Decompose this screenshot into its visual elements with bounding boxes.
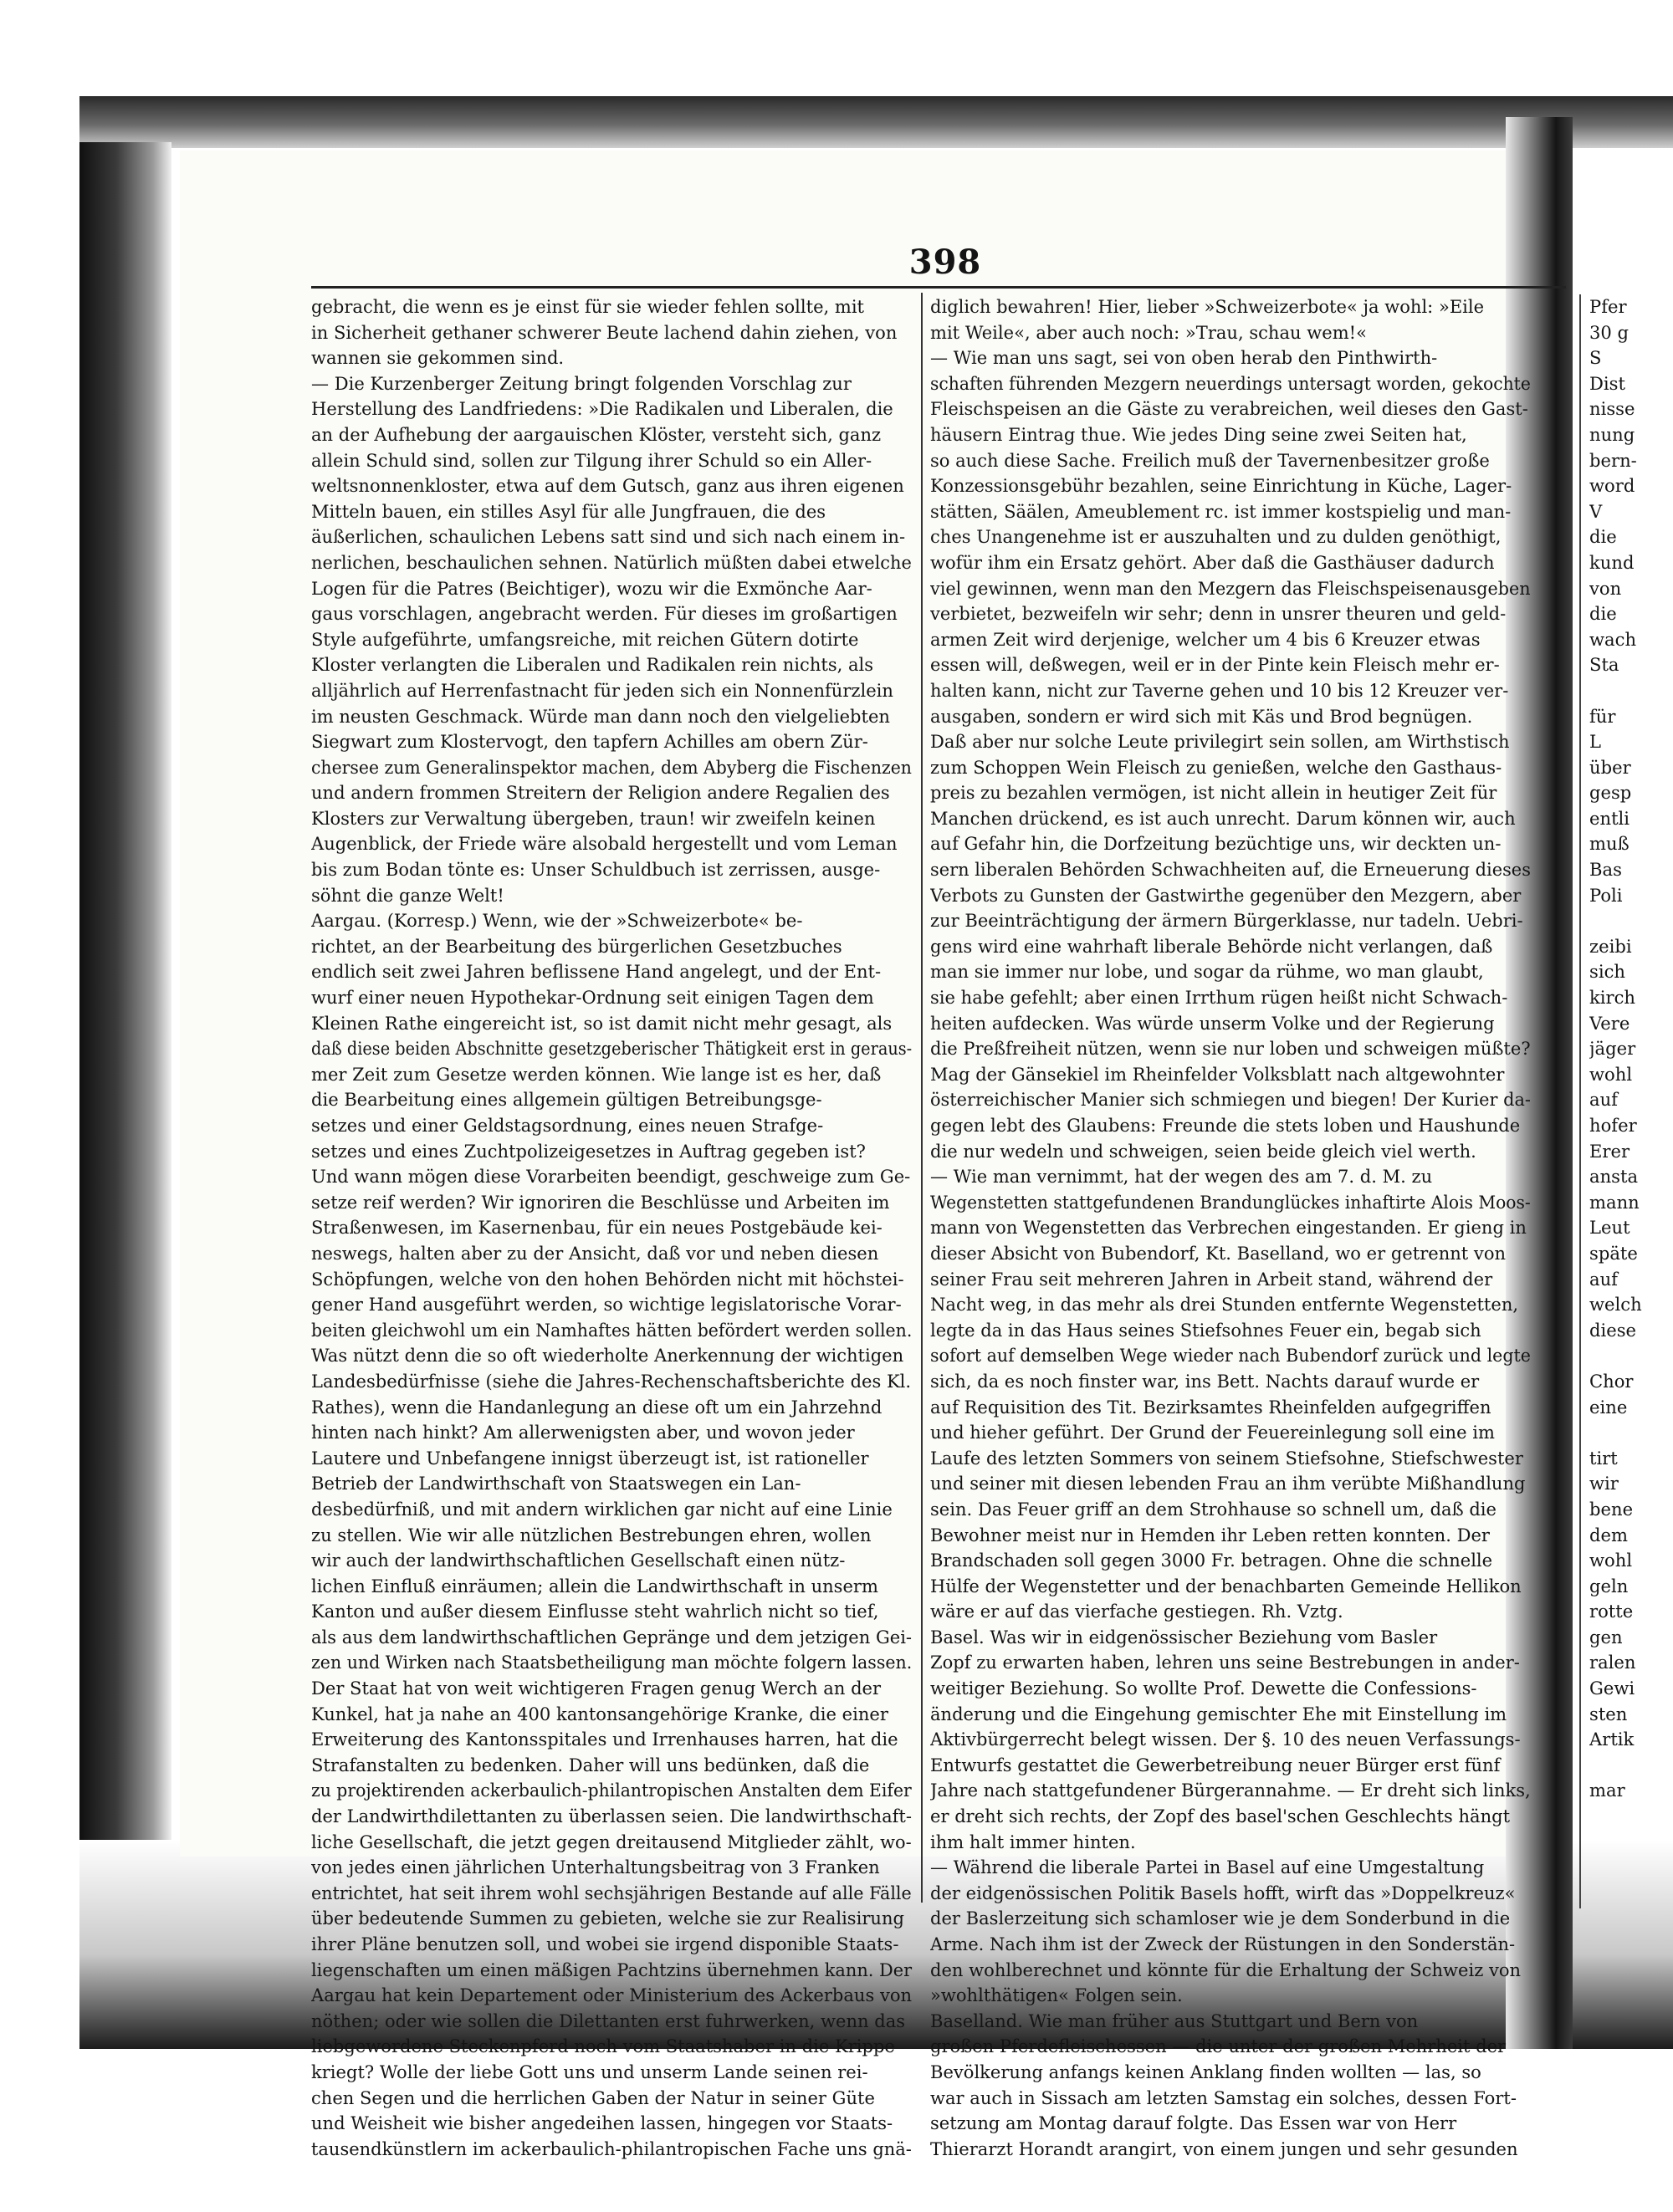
text-line: Aargau hat kein Departement oder Ministerium des Ackerbaus von <box>311 1985 913 2006</box>
text-line: die Bearbeitung eines allgemein gültigen Betreibungsge- <box>311 1089 822 1111</box>
text-line: Was nützt denn die so oft wiederholte Anerkennung der wichtigen <box>311 1345 904 1367</box>
fragment-line: bern- <box>1589 449 1637 471</box>
text-line: Landesbedürfnisse (siehe die Jahres-Rechenschaftsberichte des Kl. <box>311 1370 912 1392</box>
text-line: allein Schuld sind, sollen zur Tilgung ihrer Schuld so ein Aller- <box>311 449 872 471</box>
text-line: sern liberalen Behörden Schwachheiten auf, die Erneuerung dieses <box>930 859 1531 881</box>
text-line: ihrer Pläne benutzen soll, und wobei sie irgend disponible Staats- <box>311 1934 899 1954</box>
text-line: chen Segen und die herrlichen Gaben der Natur in seiner Güte <box>311 2087 875 2108</box>
fragment-line: Erer <box>1589 1140 1630 1162</box>
fragment-line: Sta <box>1589 654 1619 676</box>
text-line: er dreht sich rechts, der Zopf des basel'schen Geschlechts hängt <box>930 1806 1511 1827</box>
fragment-line: geln <box>1589 1575 1629 1596</box>
text-line: mann von Wegenstetten das Verbrechen eingestanden. Er gieng in <box>930 1217 1527 1239</box>
text-line: alljährlich auf Herrenfastnacht für jeden sich ein Nonnenfürzlein <box>311 679 893 701</box>
text-line: gener Hand ausgeführt werden, so wichtige legislatorische Vorar- <box>311 1294 902 1315</box>
text-line: weitiger Beziehung. So wollte Prof. Dewette die Confessions- <box>930 1678 1477 1699</box>
text-line: und hieher geführt. Der Grund der Feuereinlegung soll eine im <box>930 1422 1495 1443</box>
text-line: richtet, an der Bearbeitung des bürgerlichen Gesetzbuches <box>311 935 842 957</box>
fragment-line: Pfer <box>1589 296 1627 317</box>
text-line: zur Beeinträchtigung der ärmern Bürgerklasse, nur tadeln. Uebri- <box>930 910 1523 932</box>
text-line: endlich seit zwei Jahren beflissene Hand angelegt, und der Ent- <box>311 961 882 983</box>
fragment-line: wach <box>1589 628 1637 650</box>
fragment-line: Vere <box>1589 1012 1630 1034</box>
text-line: Mitteln bauen, ein stilles Asyl für alle Jungfrauen, die des <box>311 500 826 522</box>
text-line: und seiner mit diesen lebenden Frau an ihm verübte Mißhandlung <box>930 1473 1526 1494</box>
text-line: österreichischer Manier sich schmiegen und biegen! Der Kurier da- <box>930 1089 1531 1111</box>
text-line: großen Pferdefleischessen — die unter der großen Mehrheit der <box>930 2036 1507 2057</box>
text-line: von jedes einen jährlichen Unterhaltungsbeitrag von 3 Franken <box>311 1857 880 1878</box>
text-line: und andern frommen Streitern der Religion andere Regalien des <box>311 782 890 804</box>
text-line: liche Gesellschaft, die jetzt gegen dreitausend Mitglieder zählt, wo- <box>311 1831 912 1852</box>
scan-margin-top <box>0 0 1673 99</box>
fragment-line <box>1589 1420 1673 1446</box>
text-line: Manchen drückend, es ist auch unrecht. Darum können wir, auch <box>930 807 1516 829</box>
fragment-line: diese <box>1589 1319 1637 1341</box>
text-line: über bedeutende Summen zu gebieten, welche sie zur Realisirung <box>311 1908 904 1929</box>
text-line: Jahre nach stattgefundener Bürgerannahme. — Er dreht sich links, <box>930 1780 1531 1801</box>
text-line: wannen sie gekommen sind. <box>311 347 565 369</box>
fragment-line <box>1589 1753 1673 1779</box>
fragment-line: über <box>1589 756 1631 778</box>
text-line: gaus vorschlagen, angebracht werden. Für dieses im großartigen <box>311 603 898 625</box>
fragment-line: nisse <box>1589 398 1635 420</box>
fragment-line: L <box>1589 731 1602 753</box>
text-line: die Preßfreiheit nützen, wenn sie nur loben und schweigen müßte? <box>930 1038 1531 1060</box>
text-line: liebgewordene Steckenpferd noch vom Staatshaber in die Krippe <box>311 2036 895 2057</box>
text-line: so auch diese Sache. Freilich muß der Tavernenbesitzer große <box>930 449 1490 471</box>
text-line: Klosters zur Verwaltung übergeben, traun! wir zweifeln keinen <box>311 807 876 829</box>
text-line: der eidgenössischen Politik Basels hofft, wirft das »Doppelkreuz« <box>930 1882 1516 1903</box>
text-line: viel gewinnen, wenn man den Mezgern das Fleischspeisenausgeben <box>930 577 1531 599</box>
text-line: Aktivbürgerrecht belegt wissen. Der §. 10 des neuen Verfassungs- <box>930 1729 1521 1750</box>
text-line: chersee zum Generalinspektor machen, dem Abyberg die Fischenzen <box>311 756 912 778</box>
fragment-line: bene <box>1589 1498 1634 1520</box>
text-line: lichen Einfluß einräumen; allein die Landwirthschaft in unserm <box>311 1575 878 1596</box>
text-line: auf Requisition des Tit. Bezirksamtes Rheinfelden aufgegriffen <box>930 1396 1491 1418</box>
fragment-line: eine <box>1589 1396 1628 1418</box>
text-line: im neusten Geschmack. Würde man dann noch den vielgeliebten <box>311 705 890 727</box>
text-line: die nur wedeln und schweigen, seien beide gleich viel werth. <box>930 1140 1476 1162</box>
text-line: halten kann, nicht zur Taverne gehen und 10 bis 12 Kreuzer ver- <box>930 679 1509 701</box>
fragment-line: dem <box>1589 1524 1628 1545</box>
fragment-line: sich <box>1589 961 1625 983</box>
fragment-line: Poli <box>1589 884 1623 906</box>
text-line: desbedürfniß, und mit andern wirklichen gar nicht auf eine Linie <box>311 1498 893 1520</box>
text-line: zu stellen. Wie wir alle nützlichen Bestrebungen ehren, wollen <box>311 1524 872 1545</box>
fragment-line: welch <box>1589 1294 1642 1315</box>
text-line: Bevölkerung anfangs keinen Anklang finden wollten — las, so <box>930 2061 1481 2082</box>
text-line: weltsnonnenkloster, etwa auf dem Gutsch, ganz aus ihren eigenen <box>311 475 904 497</box>
text-line: sein. Das Feuer griff an dem Strohhause so schnell um, daß die <box>930 1498 1496 1520</box>
text-line: zum Schoppen Wein Fleisch zu genießen, welche den Gasthaus- <box>930 756 1502 778</box>
text-line: armen Zeit wird derjenige, welcher um 4 bis 6 Kreuzer etwas <box>930 628 1481 650</box>
text-line: söhnt die ganze Welt! <box>311 884 504 906</box>
fragment-line: jäger <box>1589 1038 1636 1060</box>
fragment-line: sten <box>1589 1703 1628 1724</box>
text-line: zen und Wirken nach Staatsbetheiligung man möchte folgern lassen. <box>311 1652 913 1673</box>
text-line: Thierarzt Horandt arangirt, von einem jungen und sehr gesunden <box>930 2138 1518 2159</box>
text-line: man sie immer nur lobe, und sogar da rühme, wo man glaubt, <box>930 961 1484 983</box>
text-line: war auch in Sissach am letzten Samstag ein solches, dessen Fort- <box>930 2087 1517 2108</box>
text-line: legte da in das Haus seines Stiefsohnes Feuer ein, begab sich <box>930 1319 1481 1341</box>
text-line: wurf einer neuen Hypothekar-Ordnung seit einigen Tagen dem <box>311 987 874 1009</box>
text-line: den wohlberechnet und könnte für die Erhaltung der Schweiz von <box>930 1959 1522 1980</box>
text-line: Basel. Was wir in eidgenössischer Beziehung vom Basler <box>930 1626 1438 1648</box>
text-line: nöthen; oder wie sollen die Dilettanten erst fuhrwerken, wenn das <box>311 2010 906 2031</box>
text-line: Logen für die Patres (Beichtiger), wozu wir die Exmönche Aar- <box>311 577 872 599</box>
text-line: und Weisheit wie bisher angedeihen lassen, hingegen vor Staats- <box>311 2112 893 2134</box>
fragment-line: die <box>1589 603 1617 625</box>
fragment-line: wohl <box>1589 1063 1633 1085</box>
fragment-line: Artik <box>1589 1729 1635 1750</box>
text-line: preis zu bezahlen vermögen, ist nicht allein in heutiger Zeit für <box>930 782 1497 804</box>
text-line: »wohlthätigen« Folgen sein. <box>930 1985 1183 2006</box>
text-line: auf Gefahr hin, die Dorfzeitung bezüchtige uns, wir deckten un- <box>930 833 1502 855</box>
fragment-line <box>1589 1343 1673 1369</box>
fragment-line: wir <box>1589 1473 1619 1494</box>
scan-shadow-left <box>79 142 171 2049</box>
text-line: sofort auf demselben Wege wieder nach Bubendorf zurück und legte <box>930 1345 1531 1367</box>
text-line: wir auch der landwirthschaftlichen Gesellschaft einen nütz- <box>311 1550 846 1571</box>
fragment-line: entli <box>1589 807 1630 829</box>
text-line: gens wird eine wahrhaft liberale Behörde nicht verlangen, daß <box>930 935 1493 957</box>
text-line: Brandschaden soll gegen 3000 Fr. betragen. Ohne die schnelle <box>930 1550 1493 1571</box>
text-line: neswegs, halten aber zu der Ansicht, daß vor und neben diesen <box>311 1242 879 1264</box>
text-line: in Sicherheit gethaner schwerer Beute lachend dahin ziehen, von <box>311 321 898 343</box>
header-rule <box>311 286 1566 289</box>
fragment-line: V <box>1589 500 1603 522</box>
right-column <box>930 294 1532 2162</box>
text-line: heiten aufdecken. Was würde unserm Volke und der Regierung <box>930 1012 1495 1034</box>
third-column-divider <box>1579 294 1581 1908</box>
fragment-line: gesp <box>1589 782 1632 804</box>
text-line: kriegt? Wolle der liebe Gott uns und unserm Lande seinen rei- <box>311 2061 868 2082</box>
text-line: tausendkünstlern im ackerbaulich-philantropischen Fache uns gnä- <box>311 2138 912 2159</box>
left-column <box>311 294 913 2162</box>
text-line: Und wann mögen diese Vorarbeiten beendigt, geschweige zum Ge- <box>311 1166 911 1188</box>
text-line: diglich bewahren! Hier, lieber »Schweizerbote« ja wohl: »Eile <box>930 296 1485 317</box>
text-line: setzung am Montag darauf folgte. Das Essen war von Herr <box>930 2112 1457 2134</box>
text-line: Verbots zu Gunsten der Gastwirthe gegenüber den Mezgern, aber <box>930 884 1522 906</box>
text-line: — Während die liberale Partei in Basel auf eine Umgestaltung <box>930 1857 1485 1878</box>
fragment-line: Gewi <box>1589 1678 1635 1699</box>
third-column-fragment <box>1589 294 1673 1804</box>
text-line: mer Zeit zum Gesetze werden können. Wie lange ist es her, daß <box>311 1063 882 1085</box>
text-line: beiten gleichwohl um ein Namhaftes hätten befördert werden sollen. <box>311 1319 913 1341</box>
text-line: Kunkel, hat ja nahe an 400 kantonsangehörige Kranke, die einer <box>311 1703 888 1724</box>
fragment-line: word <box>1589 475 1635 497</box>
text-line: Baselland. Wie man früher aus Stuttgart und Bern von <box>930 2010 1419 2031</box>
text-line: Lautere und Unbefangene innigst überzeugt ist, ist rationeller <box>311 1447 869 1469</box>
fragment-line: Leut <box>1589 1217 1630 1239</box>
text-line: Augenblick, der Friede wäre alsobald hergestellt und vom Leman <box>311 833 898 855</box>
text-line: Siegwart zum Klostervogt, den tapfern Achilles am obern Zür- <box>311 731 868 753</box>
fragment-line: wohl <box>1589 1550 1633 1571</box>
text-line: Kloster verlangten die Liberalen und Radikalen rein nichts, als <box>311 654 874 676</box>
text-line: Kleinen Rathe eingereicht ist, so ist damit nicht mehr gesagt, als <box>311 1012 893 1034</box>
fragment-line: Bas <box>1589 859 1622 881</box>
text-line: Style aufgeführte, umfangsreiche, mit reichen Gütern dotirte <box>311 628 859 650</box>
column-divider <box>921 293 923 1903</box>
fragment-line: hofer <box>1589 1115 1637 1136</box>
fragment-line: ralen <box>1589 1652 1636 1673</box>
text-line: seiner Frau seit mehreren Jahren in Arbeit stand, während der <box>930 1268 1493 1290</box>
text-line: Daß aber nur solche Leute privilegirt sein sollen, am Wirthstisch <box>930 731 1510 753</box>
fragment-line: 30 g <box>1589 321 1630 343</box>
text-line: Fleischspeisen an die Gäste zu verabreichen, weil dieses den Gast- <box>930 398 1528 420</box>
text-line: schaften führenden Mezgern neuerdings untersagt worden, gekochte <box>930 372 1531 394</box>
text-line: Erweiterung des Kantonsspitales und Irrenhauses harren, hat die <box>311 1729 898 1750</box>
scan-shadow-top <box>79 96 1673 148</box>
text-line: hinten nach hinkt? Am allerwenigsten aber, und wovon jeder <box>311 1422 855 1443</box>
fragment-line <box>1589 678 1673 704</box>
text-line: — Die Kurzenberger Zeitung bringt folgenden Vorschlag zur <box>311 372 852 394</box>
text-line: zu projektirenden ackerbaulich-philantropischen Anstalten dem Eifer <box>311 1780 912 1801</box>
text-line: daß diese beiden Abschnitte gesetzgeberischer Thätigkeit erst in geraus- <box>311 1038 913 1060</box>
text-line: wäre er auf das vierfache gestiegen. Rh. Vztg. <box>930 1601 1343 1622</box>
fragment-line: die <box>1589 526 1617 548</box>
text-line: Entwurfs gestattet die Gewerbetreibung neuer Bürger erst fünf <box>930 1754 1501 1775</box>
text-line: — Wie man vernimmt, hat der wegen des am 7. d. M. zu <box>930 1166 1433 1188</box>
fragment-line: S <box>1589 347 1602 369</box>
text-line: Zopf zu erwarten haben, lehren uns seine Bestrebungen in ander- <box>930 1652 1520 1673</box>
text-line: essen will, deßwegen, weil er in der Pinte kein Fleisch mehr er- <box>930 654 1500 676</box>
fragment-line: auf <box>1589 1089 1618 1111</box>
fragment-line: späte <box>1589 1242 1638 1264</box>
text-line: — Wie man uns sagt, sei von oben herab den Pinthwirth- <box>930 347 1438 369</box>
fragment-line: Dist <box>1589 372 1625 394</box>
text-line: ches Unangenehme ist er auszuhalten und zu dulden genöthigt, <box>930 526 1502 548</box>
text-line: Der Staat hat von weit wichtigeren Fragen genug Werch an der <box>311 1678 882 1699</box>
text-line: Konzessionsgebühr bezahlen, seine Einrichtung in Küche, Lager- <box>930 475 1512 497</box>
text-line: Hülfe der Wegenstetter und der benachbarten Gemeinde Hellikon <box>930 1575 1522 1596</box>
text-line: liegenschaften um einen mäßigen Pachtzins übernehmen kann. Der <box>311 1959 913 1980</box>
text-line: als aus dem landwirthschaftlichen Gepränge und dem jetzigen Gei- <box>311 1626 913 1648</box>
text-line: Kanton und außer diesem Einflusse steht wahrlich nicht so tief, <box>311 1601 879 1622</box>
fragment-line: kund <box>1589 551 1635 573</box>
text-line: entrichtet, hat seit ihrem wohl sechsjährigen Bestande auf alle Fälle <box>311 1882 912 1903</box>
text-line: bis zum Bodan tönte es: Unser Schuldbuch ist zerrissen, ausge- <box>311 859 881 881</box>
fragment-line: rotte <box>1589 1601 1634 1622</box>
text-line: setzes und eines Zuchtpolizeigesetzes in Auftrag gegeben ist? <box>311 1140 866 1162</box>
fragment-line: mar <box>1589 1780 1625 1801</box>
text-line: Laufe des letzten Sommers von seinem Stiefsohne, Stiefschwester <box>930 1447 1523 1469</box>
text-line: wofür ihm ein Ersatz gehört. Aber daß die Gasthäuser dadurch <box>930 551 1495 573</box>
text-line: Schöpfungen, welche von den hohen Behörden nicht mit höchstei- <box>311 1268 904 1290</box>
text-line: änderung und die Eingehung gemischter Ehe mit Einstellung im <box>930 1703 1507 1724</box>
text-line: an der Aufhebung der aargauischen Klöster, versteht sich, ganz <box>311 423 882 445</box>
text-line: Strafanstalten zu bedenken. Daher will uns bedünken, daß die <box>311 1754 870 1775</box>
text-line: setzes und einer Geldstagsordnung, eines neuen Strafge- <box>311 1115 824 1136</box>
text-line: stätten, Säälen, Ameublement rc. ist immer kostspielig und man- <box>930 500 1512 522</box>
text-line: Herstellung des Landfriedens: »Die Radikalen und Liberalen, die <box>311 398 893 420</box>
text-line: Straßenwesen, im Kasernenbau, für ein neues Postgebäude kei- <box>311 1217 883 1239</box>
fragment-line: muß <box>1589 833 1630 855</box>
text-line: Bewohner meist nur in Hemden ihr Leben retten konnten. Der <box>930 1524 1490 1545</box>
text-line: Aargau. (Korresp.) Wenn, wie der »Schweizerbote« be- <box>311 910 803 932</box>
text-line: Betrieb der Landwirthschaft von Staatswegen ein Lan- <box>311 1473 801 1494</box>
text-line: Arme. Nach ihm ist der Zweck der Rüstungen in den Sonderstän- <box>930 1934 1516 1954</box>
text-line: ihm halt immer hinten. <box>930 1831 1136 1852</box>
text-line: Mag der Gänsekiel im Rheinfelder Volksblatt nach altgewohnter <box>930 1063 1505 1085</box>
fragment-line: für <box>1589 705 1616 727</box>
fragment-line: zeibi <box>1589 935 1632 957</box>
text-line: sich, da es noch finster war, ins Bett. Nachts darauf wurde er <box>930 1370 1480 1392</box>
text-line: der Landwirthdilettanten zu überlassen seien. Die landwirthschaft- <box>311 1806 912 1827</box>
fragment-line: ansta <box>1589 1166 1639 1188</box>
text-line: dieser Absicht von Bubendorf, Kt. Baselland, wo er getrennt von <box>930 1242 1507 1264</box>
text-line: gebracht, die wenn es je einst für sie wieder fehlen sollte, mit <box>311 296 865 317</box>
text-line: Nacht weg, in das mehr als drei Stunden entfernte Wegenstetten, <box>930 1294 1519 1315</box>
text-line: nerlichen, beschaulichen sehnen. Natürlich müßten dabei etwelche <box>311 551 912 573</box>
text-line: setze reif werden? Wir ignoriren die Beschlüsse und Arbeiten im <box>311 1191 890 1213</box>
fragment-line: gen <box>1589 1626 1623 1648</box>
text-line: ausgaben, sondern er wird sich mit Käs und Brod begnügen. <box>930 705 1473 727</box>
page-number: 398 <box>908 243 982 282</box>
text-line: häusern Eintrag thue. Wie jedes Ding seine zwei Seiten hat, <box>930 423 1467 445</box>
fragment-line: tirt <box>1589 1447 1618 1469</box>
text-line: Rathes), wenn die Handanlegung an diese oft um ein Jahrzehnd <box>311 1396 883 1418</box>
text-line: verbietet, bezweifeln wir sehr; denn in unsrer theuren und geld- <box>930 603 1507 625</box>
fragment-line: auf <box>1589 1268 1618 1290</box>
fragment-line: nung <box>1589 423 1635 445</box>
fragment-line: mann <box>1589 1191 1640 1213</box>
fragment-line: von <box>1589 577 1622 599</box>
text-line: Wegenstetten stattgefundenen Brandunglückes inhaftirte Alois Moos- <box>930 1191 1531 1213</box>
text-line: sie habe gefehlt; aber einen Irrthum rügen heißt nicht Schwach- <box>930 987 1508 1009</box>
text-line: mit Weile«, aber auch noch: »Trau, schau wem!« <box>930 321 1367 343</box>
text-line: der Baslerzeitung sich schamloser wie je dem Sonderbund in die <box>930 1908 1511 1929</box>
fragment-line: Chor <box>1589 1370 1634 1392</box>
fragment-line <box>1589 908 1673 934</box>
text-line: äußerlichen, schaulichen Lebens satt sind und sich nach einem in- <box>311 526 906 548</box>
fragment-line: kirch <box>1589 987 1636 1009</box>
text-line: gegen lebt des Glaubens: Freunde die stets loben und Haushunde <box>930 1115 1521 1136</box>
